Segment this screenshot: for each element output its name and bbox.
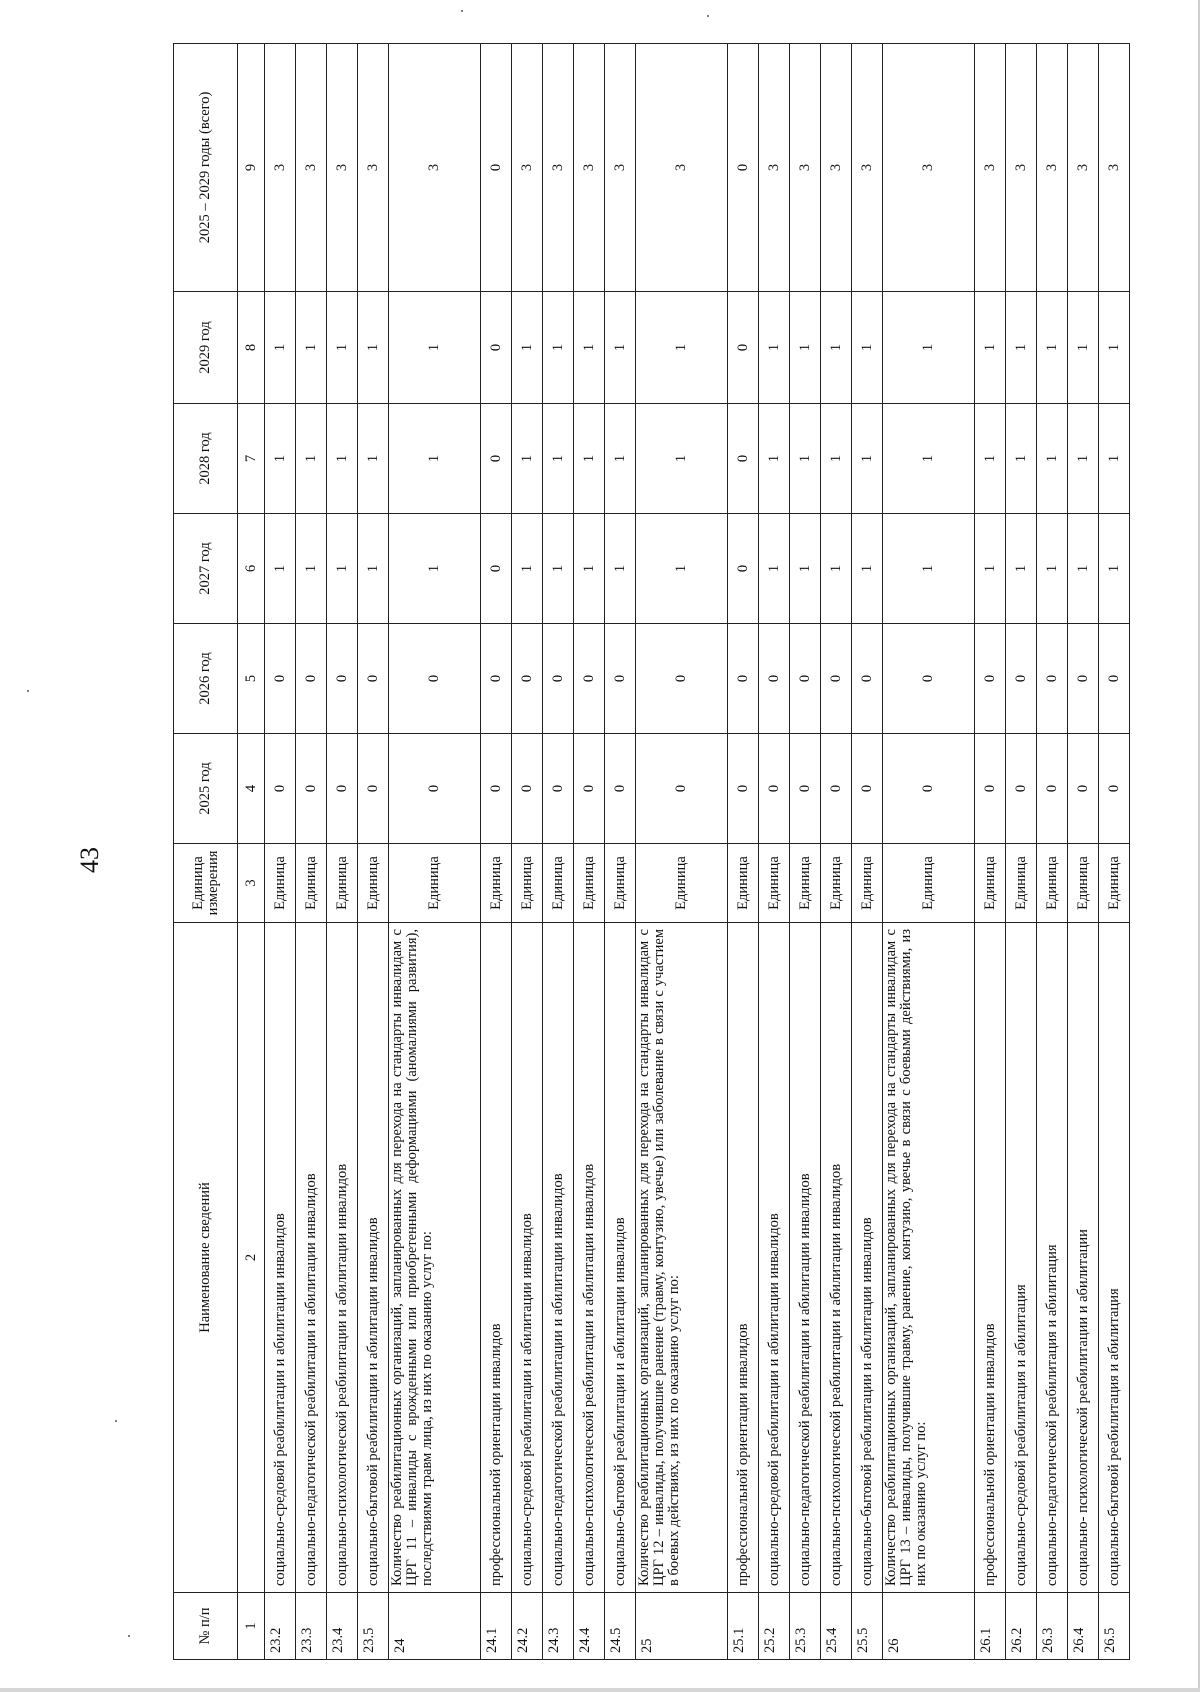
row-value-2027: 1 [1037, 514, 1068, 624]
row-number-cell: 25 [636, 1593, 728, 1660]
row-unit-cell: Единица [358, 844, 389, 923]
row-number-cell: 24 [389, 1593, 481, 1660]
row-value-2025: 0 [1037, 734, 1068, 844]
row-number-cell: 26.5 [1099, 1593, 1130, 1660]
row-value-2028: 1 [1068, 404, 1099, 514]
row-number-cell: 25.5 [852, 1593, 883, 1660]
row-value-2029: 1 [1037, 292, 1068, 404]
row-name-cell: социально-психологической реабилитации и абилитации инвалидов [327, 923, 358, 1593]
row-value-2029: 1 [636, 292, 728, 404]
row-value-2025: 0 [790, 734, 821, 844]
header-cell-2025: 2025 год [174, 734, 238, 844]
row-value-2028: 1 [883, 404, 975, 514]
header-cell-2029: 2029 год [174, 292, 238, 404]
row-value-2027: 1 [759, 514, 790, 624]
row-value-2028: 1 [790, 404, 821, 514]
row-value-2029: 1 [790, 292, 821, 404]
column-index-row [238, 44, 265, 1660]
scan-edge-bottom [0, 1688, 1200, 1692]
row-value-2029: 1 [574, 292, 605, 404]
row-value-2025: 0 [543, 734, 574, 844]
column-index-cell: 9 [238, 44, 265, 292]
row-number-cell: 25.1 [728, 1593, 759, 1660]
row-value-2027: 1 [574, 514, 605, 624]
row-name-cell: Количество реабилитационных организаций, запланированных для перехода на стандарты инвалидам с ЦРГ 13 – инвалиды, получившие травму, ранение, контузию, увечье в связи с боевыми действиями, из них по оказанию услуг по: [883, 923, 975, 1593]
row-number-cell: 24.1 [481, 1593, 512, 1660]
row-value-2027: 1 [265, 514, 296, 624]
table-row [265, 44, 296, 1660]
header-cell-unit: Единица измерения [174, 844, 238, 923]
row-value-2029: 1 [265, 292, 296, 404]
row-number-cell: 24.5 [605, 1593, 636, 1660]
table-row [759, 44, 790, 1660]
row-unit-cell: Единица [265, 844, 296, 923]
row-value-2029: 1 [1006, 292, 1037, 404]
table-row [543, 44, 574, 1660]
row-value-2025: 0 [327, 734, 358, 844]
row-value-2026: 0 [543, 624, 574, 734]
row-value-2028: 1 [512, 404, 543, 514]
row-value-2025: 0 [852, 734, 883, 844]
data-table [173, 43, 1130, 1660]
row-value-2026: 0 [636, 624, 728, 734]
row-value-2027: 1 [543, 514, 574, 624]
row-value-total: 3 [975, 44, 1006, 292]
row-value-2025: 0 [1099, 734, 1130, 844]
row-value-total: 3 [296, 44, 327, 292]
row-value-2026: 0 [728, 624, 759, 734]
column-index-cell: 7 [238, 404, 265, 514]
row-value-2028: 1 [358, 404, 389, 514]
row-number-cell: 25.2 [759, 1593, 790, 1660]
row-unit-cell: Единица [481, 844, 512, 923]
row-value-total: 3 [1068, 44, 1099, 292]
row-value-2026: 0 [1037, 624, 1068, 734]
row-value-2028: 1 [1006, 404, 1037, 514]
row-value-2028: 1 [759, 404, 790, 514]
row-number-cell: 24.2 [512, 1593, 543, 1660]
row-value-2028: 1 [636, 404, 728, 514]
row-value-2026: 0 [1099, 624, 1130, 734]
row-name-cell: социально-средовой реабилитации и абилитации инвалидов [265, 923, 296, 1593]
row-value-2027: 1 [883, 514, 975, 624]
row-value-2026: 0 [358, 624, 389, 734]
row-name-cell: социально-педагогической реабилитации и абилитации инвалидов [543, 923, 574, 1593]
table-row [605, 44, 636, 1660]
table-row [821, 44, 852, 1660]
row-value-2028: 1 [1099, 404, 1130, 514]
scan-speck [27, 690, 29, 692]
row-value-2028: 1 [852, 404, 883, 514]
rotated-table-container [173, 44, 1122, 1660]
table-row [883, 44, 975, 1660]
table-row [327, 44, 358, 1660]
row-name-cell: социально-психологической реабилитации и абилитации инвалидов [574, 923, 605, 1593]
row-value-total: 3 [883, 44, 975, 292]
row-value-total: 3 [759, 44, 790, 292]
row-value-2029: 1 [852, 292, 883, 404]
row-value-2027: 1 [327, 514, 358, 624]
row-value-2028: 1 [327, 404, 358, 514]
table-row [636, 44, 728, 1660]
row-value-total: 3 [512, 44, 543, 292]
row-value-2029: 0 [728, 292, 759, 404]
column-index-cell: 3 [238, 844, 265, 923]
row-name-cell: социально- психологической реабилитации и абилитации [1068, 923, 1099, 1593]
row-value-2029: 1 [358, 292, 389, 404]
row-value-total: 3 [358, 44, 389, 292]
row-value-2029: 1 [883, 292, 975, 404]
row-value-total: 3 [1006, 44, 1037, 292]
row-value-2025: 0 [389, 734, 481, 844]
row-value-2027: 1 [389, 514, 481, 624]
row-value-2027: 0 [481, 514, 512, 624]
row-value-2028: 1 [265, 404, 296, 514]
row-value-2028: 0 [481, 404, 512, 514]
row-value-2029: 1 [1068, 292, 1099, 404]
row-name-cell: социально-педагогической реабилитация и абилитация [1037, 923, 1068, 1593]
column-index-cell: 4 [238, 734, 265, 844]
row-value-2025: 0 [358, 734, 389, 844]
row-number-cell: 25.4 [821, 1593, 852, 1660]
row-name-cell: социально-средовой реабилитации и абилитации инвалидов [759, 923, 790, 1593]
header-cell-2026: 2026 год [174, 624, 238, 734]
row-value-2028: 1 [1037, 404, 1068, 514]
row-number-cell: 26.2 [1006, 1593, 1037, 1660]
row-value-2028: 1 [543, 404, 574, 514]
row-value-2027: 1 [358, 514, 389, 624]
row-number-cell: 26.3 [1037, 1593, 1068, 1660]
row-name-cell: социально-бытовой реабилитации и абилитации инвалидов [852, 923, 883, 1593]
table-row [1006, 44, 1037, 1660]
row-value-total: 0 [728, 44, 759, 292]
row-value-2029: 1 [296, 292, 327, 404]
row-value-2025: 0 [481, 734, 512, 844]
column-index-cell: 6 [238, 514, 265, 624]
row-unit-cell: Единица [1099, 844, 1130, 923]
row-value-2025: 0 [975, 734, 1006, 844]
table-row [852, 44, 883, 1660]
row-unit-cell: Единица [543, 844, 574, 923]
scan-speck [128, 1635, 130, 1637]
header-row [174, 44, 238, 1660]
row-name-cell: социально-бытовой реабилитации и абилитации инвалидов [358, 923, 389, 1593]
row-value-2027: 1 [1068, 514, 1099, 624]
row-value-2028: 1 [389, 404, 481, 514]
row-value-2028: 1 [821, 404, 852, 514]
row-value-2025: 0 [265, 734, 296, 844]
row-value-2026: 0 [327, 624, 358, 734]
row-value-2027: 1 [512, 514, 543, 624]
row-number-cell: 26.4 [1068, 1593, 1099, 1660]
row-value-2028: 0 [728, 404, 759, 514]
row-unit-cell: Единица [728, 844, 759, 923]
row-unit-cell: Единица [759, 844, 790, 923]
row-unit-cell: Единица [821, 844, 852, 923]
row-value-total: 3 [327, 44, 358, 292]
row-value-total: 3 [821, 44, 852, 292]
row-value-2026: 0 [759, 624, 790, 734]
row-value-2026: 0 [852, 624, 883, 734]
row-value-2028: 1 [605, 404, 636, 514]
row-value-total: 3 [543, 44, 574, 292]
header-cell-total: 2025 – 2029 годы (всего) [174, 44, 238, 292]
row-value-total: 3 [574, 44, 605, 292]
row-name-cell: профессиональной ориентации инвалидов [975, 923, 1006, 1593]
page-number: 43 [75, 847, 104, 873]
row-value-2027: 1 [852, 514, 883, 624]
row-name-cell: социально-педагогической реабилитации и абилитации инвалидов [296, 923, 327, 1593]
scan-speck [115, 1420, 117, 1422]
row-value-2029: 1 [327, 292, 358, 404]
table-row [1037, 44, 1068, 1660]
row-value-total: 3 [790, 44, 821, 292]
row-value-2025: 0 [574, 734, 605, 844]
column-index-cell: 2 [238, 923, 265, 1593]
table-row [574, 44, 605, 1660]
row-value-total: 3 [605, 44, 636, 292]
row-unit-cell: Единица [1037, 844, 1068, 923]
row-value-2027: 1 [790, 514, 821, 624]
row-value-total: 3 [852, 44, 883, 292]
row-unit-cell: Единица [327, 844, 358, 923]
row-name-cell: социально-бытовой реабилитации и абилитации инвалидов [605, 923, 636, 1593]
table-row [512, 44, 543, 1660]
table-row [389, 44, 481, 1660]
row-value-2027: 1 [975, 514, 1006, 624]
row-value-2028: 1 [296, 404, 327, 514]
row-number-cell: 26.1 [975, 1593, 1006, 1660]
row-name-cell: Количество реабилитационных организаций, запланированных для перехода на стандарты инвалидам с ЦРГ 11 – инвалиды с врожденными или приобретенными деформациями (аномалиями развития), последствиями травм лица, из них по оказанию услуг по: [389, 923, 481, 1593]
table-row [790, 44, 821, 1660]
row-value-total: 3 [265, 44, 296, 292]
table-body [265, 44, 1130, 1660]
row-value-2025: 0 [759, 734, 790, 844]
row-value-2027: 1 [296, 514, 327, 624]
row-value-2027: 1 [1006, 514, 1037, 624]
row-number-cell: 23.2 [265, 1593, 296, 1660]
row-value-2029: 1 [1099, 292, 1130, 404]
row-value-2026: 0 [605, 624, 636, 734]
row-value-total: 3 [636, 44, 728, 292]
header-cell-2027: 2027 год [174, 514, 238, 624]
row-number-cell: 23.4 [327, 1593, 358, 1660]
row-value-2029: 1 [512, 292, 543, 404]
row-value-2029: 1 [543, 292, 574, 404]
row-value-2026: 0 [1068, 624, 1099, 734]
row-value-2029: 0 [481, 292, 512, 404]
row-value-2026: 0 [883, 624, 975, 734]
row-value-total: 3 [389, 44, 481, 292]
row-value-2027: 1 [636, 514, 728, 624]
table-row [296, 44, 327, 1660]
row-value-2026: 0 [1006, 624, 1037, 734]
row-unit-cell: Единица [574, 844, 605, 923]
row-value-2025: 0 [728, 734, 759, 844]
row-name-cell: Количество реабилитационных организаций, запланированных для перехода на стандарты инвалидам с ЦРГ 12 – инвалиды, получившие ранение (травму, контузию, увечье) или заболевание в связи с участием в боевых действиях, из них по оказанию услуг по: [636, 923, 728, 1593]
column-index-cell: 1 [238, 1593, 265, 1660]
row-value-2025: 0 [605, 734, 636, 844]
table-row [481, 44, 512, 1660]
table-row [358, 44, 389, 1660]
row-value-2026: 0 [512, 624, 543, 734]
scan-speck [461, 10, 463, 12]
row-value-2027: 0 [728, 514, 759, 624]
row-unit-cell: Единица [296, 844, 327, 923]
row-unit-cell: Единица [389, 844, 481, 923]
column-index-cell: 8 [238, 292, 265, 404]
table-row [728, 44, 759, 1660]
row-name-cell: профессиональной ориентации инвалидов [481, 923, 512, 1593]
row-number-cell: 26 [883, 1593, 975, 1660]
row-value-2028: 1 [975, 404, 1006, 514]
header-cell-num: № п/п [174, 1593, 238, 1660]
row-name-cell: социально-средовой реабилитации и абилитации инвалидов [512, 923, 543, 1593]
row-value-2026: 0 [389, 624, 481, 734]
row-value-2029: 1 [605, 292, 636, 404]
row-unit-cell: Единица [1068, 844, 1099, 923]
header-cell-2028: 2028 год [174, 404, 238, 514]
row-number-cell: 23.3 [296, 1593, 327, 1660]
row-value-2026: 0 [265, 624, 296, 734]
row-value-2029: 1 [821, 292, 852, 404]
column-index-cell: 5 [238, 624, 265, 734]
row-name-cell: профессиональной ориентации инвалидов [728, 923, 759, 1593]
row-value-2027: 1 [605, 514, 636, 624]
row-value-2026: 0 [574, 624, 605, 734]
scan-speck [707, 15, 709, 17]
row-value-2027: 1 [1099, 514, 1130, 624]
row-value-2025: 0 [1068, 734, 1099, 844]
table-row [1068, 44, 1099, 1660]
row-unit-cell: Единица [1006, 844, 1037, 923]
row-name-cell: социально-психологической реабилитации и абилитации инвалидов [821, 923, 852, 1593]
header-cell-name: Наименование сведений [174, 923, 238, 1593]
row-unit-cell: Единица [605, 844, 636, 923]
row-value-2025: 0 [512, 734, 543, 844]
row-unit-cell: Единица [636, 844, 728, 923]
table-row [975, 44, 1006, 1660]
row-number-cell: 23.5 [358, 1593, 389, 1660]
row-value-2025: 0 [821, 734, 852, 844]
row-unit-cell: Единица [790, 844, 821, 923]
row-value-2025: 0 [883, 734, 975, 844]
row-value-2025: 0 [296, 734, 327, 844]
row-value-total: 0 [481, 44, 512, 292]
row-name-cell: социально-педагогической реабилитации и абилитации инвалидов [790, 923, 821, 1593]
row-unit-cell: Единица [975, 844, 1006, 923]
row-value-total: 3 [1099, 44, 1130, 292]
row-number-cell: 25.3 [790, 1593, 821, 1660]
row-value-2026: 0 [481, 624, 512, 734]
row-number-cell: 24.4 [574, 1593, 605, 1660]
row-unit-cell: Единица [512, 844, 543, 923]
row-number-cell: 24.3 [543, 1593, 574, 1660]
row-value-2027: 1 [821, 514, 852, 624]
table-row [1099, 44, 1130, 1660]
row-value-2029: 1 [389, 292, 481, 404]
row-value-2026: 0 [821, 624, 852, 734]
row-value-2029: 1 [975, 292, 1006, 404]
row-value-2025: 0 [636, 734, 728, 844]
row-name-cell: социально-бытовой реабилитация и абилитация [1099, 923, 1130, 1593]
row-unit-cell: Единица [883, 844, 975, 923]
row-name-cell: социально-средовой реабилитация и абилитация [1006, 923, 1037, 1593]
row-value-2029: 1 [759, 292, 790, 404]
row-value-2028: 1 [574, 404, 605, 514]
row-value-total: 3 [1037, 44, 1068, 292]
row-unit-cell: Единица [852, 844, 883, 923]
row-value-2025: 0 [1006, 734, 1037, 844]
row-value-2026: 0 [296, 624, 327, 734]
row-value-2026: 0 [790, 624, 821, 734]
row-value-2026: 0 [975, 624, 1006, 734]
